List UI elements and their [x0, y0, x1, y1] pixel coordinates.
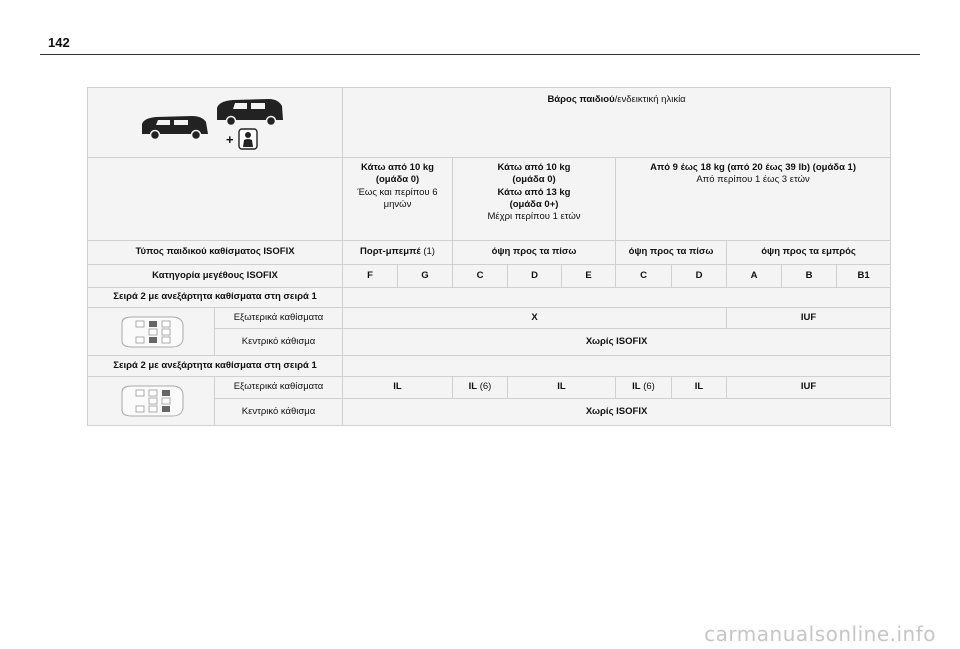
group-0plus-sub2: (ομάδα 0+): [509, 199, 559, 211]
group-1-cell: [616, 158, 891, 241]
size-class-cell: B: [782, 265, 837, 288]
section-2-title-row: [88, 356, 891, 377]
size-class-cell: G: [398, 265, 453, 288]
child-seat-icon: [238, 128, 258, 150]
group-0plus-title2: Κάτω από 13 kg: [497, 186, 571, 198]
size-class-cell: C: [453, 265, 508, 288]
section-1-center-label: Κεντρικό κάθισμα: [215, 329, 343, 356]
header-row: [88, 88, 891, 158]
isofix-table: [87, 87, 891, 426]
plus-sign: +: [226, 131, 234, 147]
van-icon: [140, 112, 210, 140]
section-2-title: Σειρά 2 με ανεξάρτητα καθίσματα στη σειρά 1: [88, 356, 343, 377]
group-row: [88, 158, 891, 241]
section-2-il: IL: [508, 377, 616, 399]
section-2-iuf: IUF: [727, 377, 891, 399]
section-1-title: Σειρά 2 με ανεξάρτητα καθίσματα στη σειρά 1: [88, 288, 343, 308]
section-2-il-text: IL: [632, 381, 641, 393]
group-0-sub: (ομάδα 0): [375, 174, 420, 186]
section-2-il-text: IL: [468, 381, 478, 393]
seating-plan-cell: [88, 308, 215, 356]
weight-header: [343, 88, 891, 158]
section-1-outer-iuf: IUF: [727, 308, 891, 329]
section-2-il-note: [453, 377, 508, 399]
size-class-label: Κατηγορία μεγέθους ISOFIX: [88, 265, 343, 288]
section-2-center-value: Χωρίς ISOFIX: [343, 399, 891, 426]
seating-plan-icon: [116, 315, 186, 349]
section-2-il-note: [616, 377, 672, 399]
group-0plus-cell: [453, 158, 616, 241]
size-class-cell: A: [727, 265, 782, 288]
seat-type-carrycot-note: (1): [423, 246, 435, 258]
section-1-outer-row: [88, 308, 891, 329]
group-0plus-age: Μέχρι περίπου 1 ετών: [487, 211, 581, 223]
size-class-cell: E: [562, 265, 616, 288]
group-0-age: Έως και περίπου 6 μηνών: [357, 186, 438, 211]
section-2-center-label: Κεντρικό κάθισμα: [215, 399, 343, 426]
seat-type-rear2: όψη προς τα πίσω: [616, 241, 727, 265]
section-1-title-empty: [343, 288, 891, 308]
section-2-il-note-text: (6): [479, 381, 492, 393]
section-2-il: IL: [343, 377, 453, 399]
size-class-cell: C: [616, 265, 672, 288]
group-row-empty: [88, 158, 343, 241]
seat-type-carrycot: [343, 241, 453, 265]
section-1-center-value: Χωρίς ISOFIX: [343, 329, 891, 356]
vehicle-icons-cell: [88, 88, 343, 158]
seat-type-forward: όψη προς τα εμπρός: [727, 241, 891, 265]
seat-type-rear1: όψη προς τα πίσω: [453, 241, 616, 265]
group-0plus-title1: Κάτω από 10 kg: [497, 162, 571, 173]
weight-header-bold: Βάρος παιδιού: [547, 94, 615, 105]
group-1-title: Από 9 έως 18 kg (από 20 έως 39 lb) (ομάδα 1): [650, 162, 856, 173]
seat-type-label: Τύπος παιδικού καθίσματος ISOFIX: [88, 241, 343, 265]
section-2-il-note-text: (6): [643, 381, 655, 393]
seating-plan-cell: [88, 377, 215, 426]
section-2-il: IL: [672, 377, 727, 399]
size-class-cell: F: [343, 265, 398, 288]
seating-plan-icon: [116, 384, 186, 418]
size-class-cell: D: [508, 265, 562, 288]
seat-type-row: [88, 241, 891, 265]
size-class-cell: B1: [837, 265, 891, 288]
section-1-title-row: [88, 288, 891, 308]
size-class-cell: D: [672, 265, 727, 288]
page-number: 142: [48, 35, 70, 50]
group-0plus-sub1: (ομάδα 0): [512, 174, 556, 186]
header-rule: [40, 54, 920, 55]
weight-header-rest: /ενδεικτική ηλικία: [614, 94, 686, 105]
group-0-title: Κάτω από 10 kg: [361, 162, 434, 173]
size-class-row: [88, 265, 891, 288]
section-1-outer-label: Εξωτερικά καθίσματα: [215, 308, 343, 329]
group-0-cell: [343, 158, 453, 241]
section-2-outer-row: [88, 377, 891, 399]
section-1-outer-x: X: [343, 308, 727, 329]
van-icon: [215, 96, 285, 126]
group-1-age: Από περίπου 1 έως 3 ετών: [696, 174, 810, 186]
seat-type-carrycot-text: Πορτ-μπεμπέ: [360, 246, 421, 258]
section-2-title-empty: [343, 356, 891, 377]
watermark: carmanualsonline.info: [704, 622, 936, 646]
section-2-outer-label: Εξωτερικά καθίσματα: [215, 377, 343, 399]
